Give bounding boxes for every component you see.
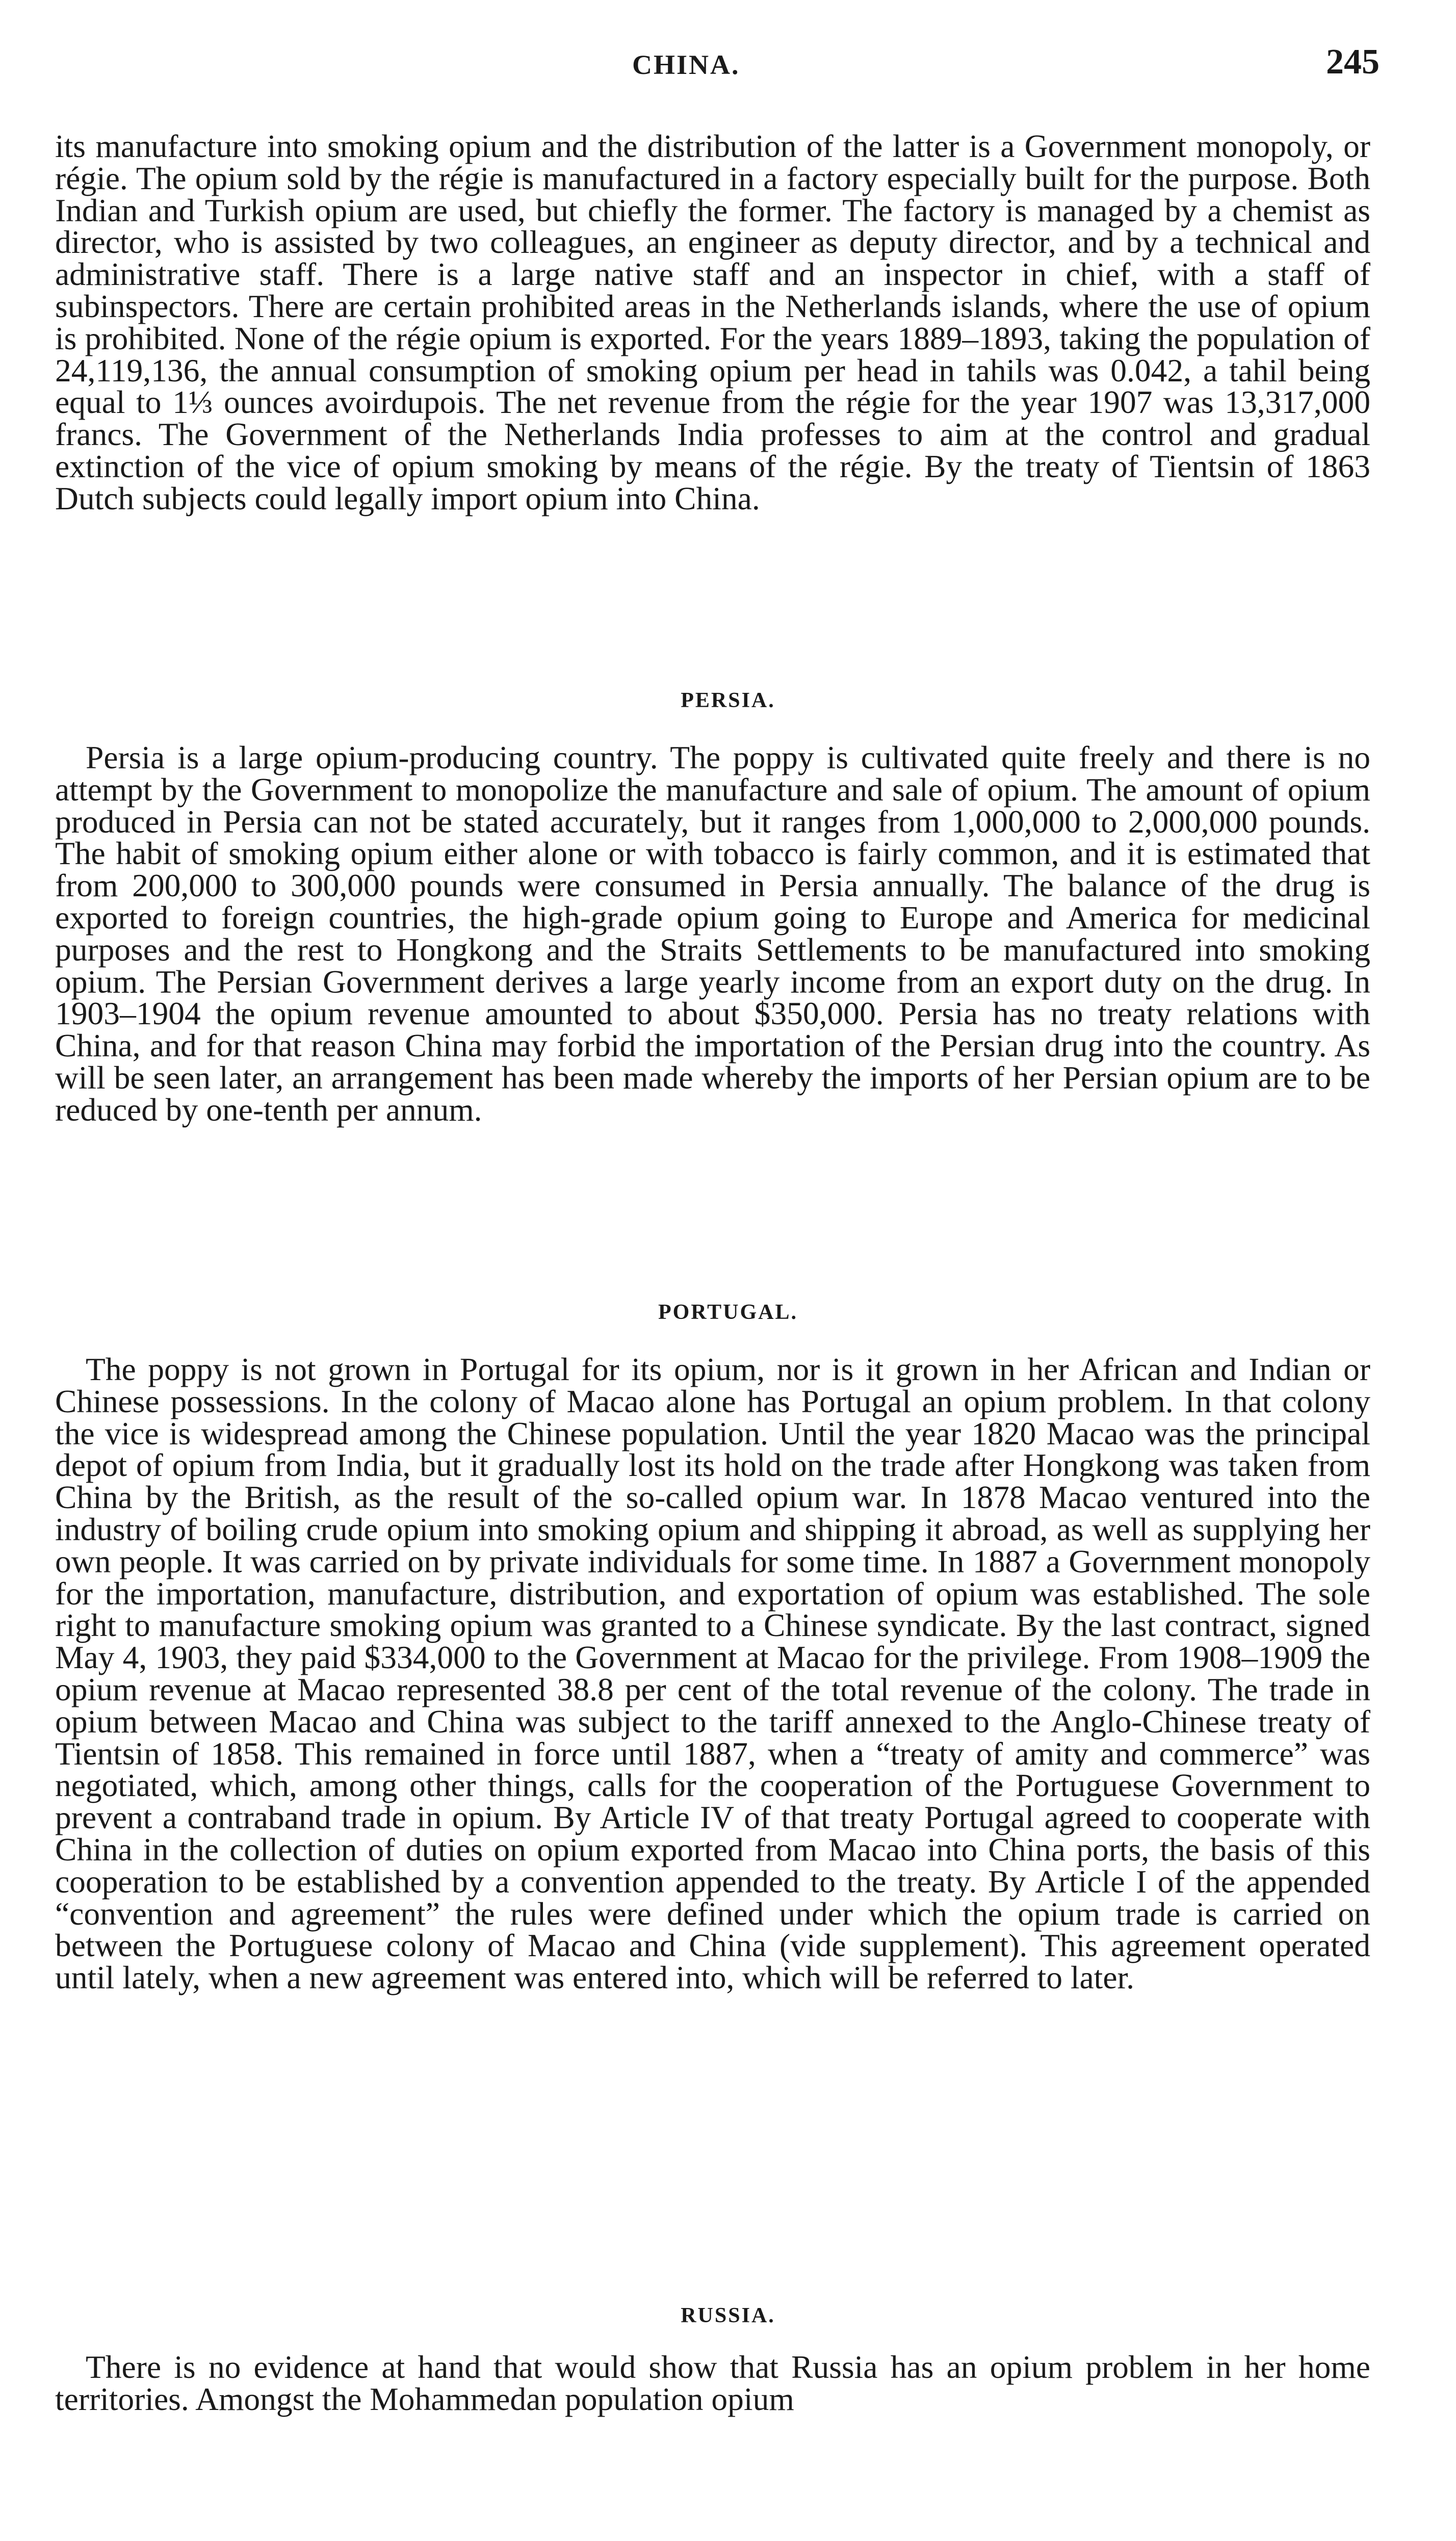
running-title: CHINA. bbox=[632, 49, 740, 80]
section-persia bbox=[55, 739, 1370, 1128]
page-number: 245 bbox=[1326, 42, 1380, 82]
paragraph: Persia is a large opium-producing country. The poppy is cultivated quite freely and there is no attempt by the Government to monopolize the manufacture and sale of opium. The amount of opium produced in Persia can not be stated accurately, but it ranges from 1,000,000 to 2,000,000 pounds. The habit of smoking opium either alone or with tobacco is fairly common, and it is estimated that from 200,000 to 300,000 pounds were consumed in Persia annually. The balance of the drug is exported to foreign countries, the high-grade opium going to Europe and America for medicinal purposes and the rest to Hongkong and the Straits Settlements to be manufactured into smoking opium. The Persian Government derives a large yearly income from an export duty on the drug. In 1903–1904 the opium revenue amounted to about $350,000. Persia has no treaty relations with China, and for that reason China may forbid the importation of the Persian drug into the country. As will be seen later, an arrangement has been made whereby the imports of her Persian opium are to be reduced by one-tenth per annum. bbox=[55, 739, 1370, 1128]
section-continuation bbox=[55, 128, 1370, 516]
section-portugal bbox=[55, 1351, 1370, 1996]
running-header bbox=[0, 40, 1456, 86]
section-heading-russia: RUSSIA. bbox=[681, 2304, 775, 2327]
section-heading-persia: PERSIA. bbox=[681, 689, 775, 712]
paragraph: its manufacture into smoking opium and the distribution of the latter is a Government monopoly, or régie. The opium sold by the régie is manufactured in a factory especially built for the purpose. Both Indian and Turkish opium are used, but chiefly the former. The factory is managed by a chemist as director, who is assisted by two colleagues, an engineer as deputy director, and by a technical and administrative staff. There is a large native staff and an inspector in chief, with a staff of subinspectors. There are certain prohibited areas in the Netherlands islands, where the use of opium is prohibited. None of the régie opium is exported. For the years 1889–1893, taking the population of 24,119,136, the annual consumption of smoking opium per head in tahils was 0.042, a tahil being equal to 1⅓ ounces avoirdupois. The net revenue from the régie for the year 1907 was 13,317,000 francs. The Government of the Netherlands India professes to aim at the control and gradual extinction of the vice of opium smoking by means of the régie. By the treaty of Tientsin of 1863 Dutch subjects could legally import opium into China. bbox=[55, 128, 1370, 516]
section-heading-portugal: PORTUGAL. bbox=[658, 1301, 798, 1324]
paragraph: The poppy is not grown in Portugal for its opium, nor is it grown in her African and Indian or Chinese possessions. In the colony of Macao alone has Portugal an opium problem. In that colony the vice is widespread among the Chinese population. Until the year 1820 Macao was the principal depot of opium from India, but it gradually lost its hold on the trade after Hongkong was taken from China by the British, as the result of the so-called opium war. In 1878 Macao ventured into the industry of boiling crude opium into smoking opium and shipping it abroad, as well as supplying her own people. It was carried on by private individuals for some time. In 1887 a Government monopoly for the importation, manufacture, distribution, and exportation of opium was established. The sole right to manufacture smoking opium was granted to a Chinese syndicate. By the last contract, signed May 4, 1903, they paid $334,000 to the Government at Macao for the privilege. From 1908–1909 the opium revenue at Macao represented 38.8 per cent of the total revenue of the colony. The trade in opium between Macao and China was subject to the tariff annexed to the Anglo-Chinese treaty of Tientsin of 1858. This remained in force until 1887, when a “treaty of amity and commerce” was negotiated, which, among other things, calls for the cooperation of the Portuguese Government to prevent a contraband trade in opium. By Article IV of that treaty Portugal agreed to cooperate with China in the collection of duties on opium exported from Macao into China ports, the basis of this cooperation to be established by a convention appended to the treaty. By Article I of the appended “convention and agreement” the rules were defined under which the opium trade is carried on between the Portuguese colony of Macao and China (vide supplement). This agreement operated until lately, when a new agreement was entered into, which will be referred to later. bbox=[55, 1351, 1370, 1996]
section-russia bbox=[55, 2351, 1370, 2416]
paragraph: There is no evidence at hand that would show that Russia has an opium problem in her home territories. Amongst the Mohammedan population opium bbox=[55, 2349, 1370, 2417]
